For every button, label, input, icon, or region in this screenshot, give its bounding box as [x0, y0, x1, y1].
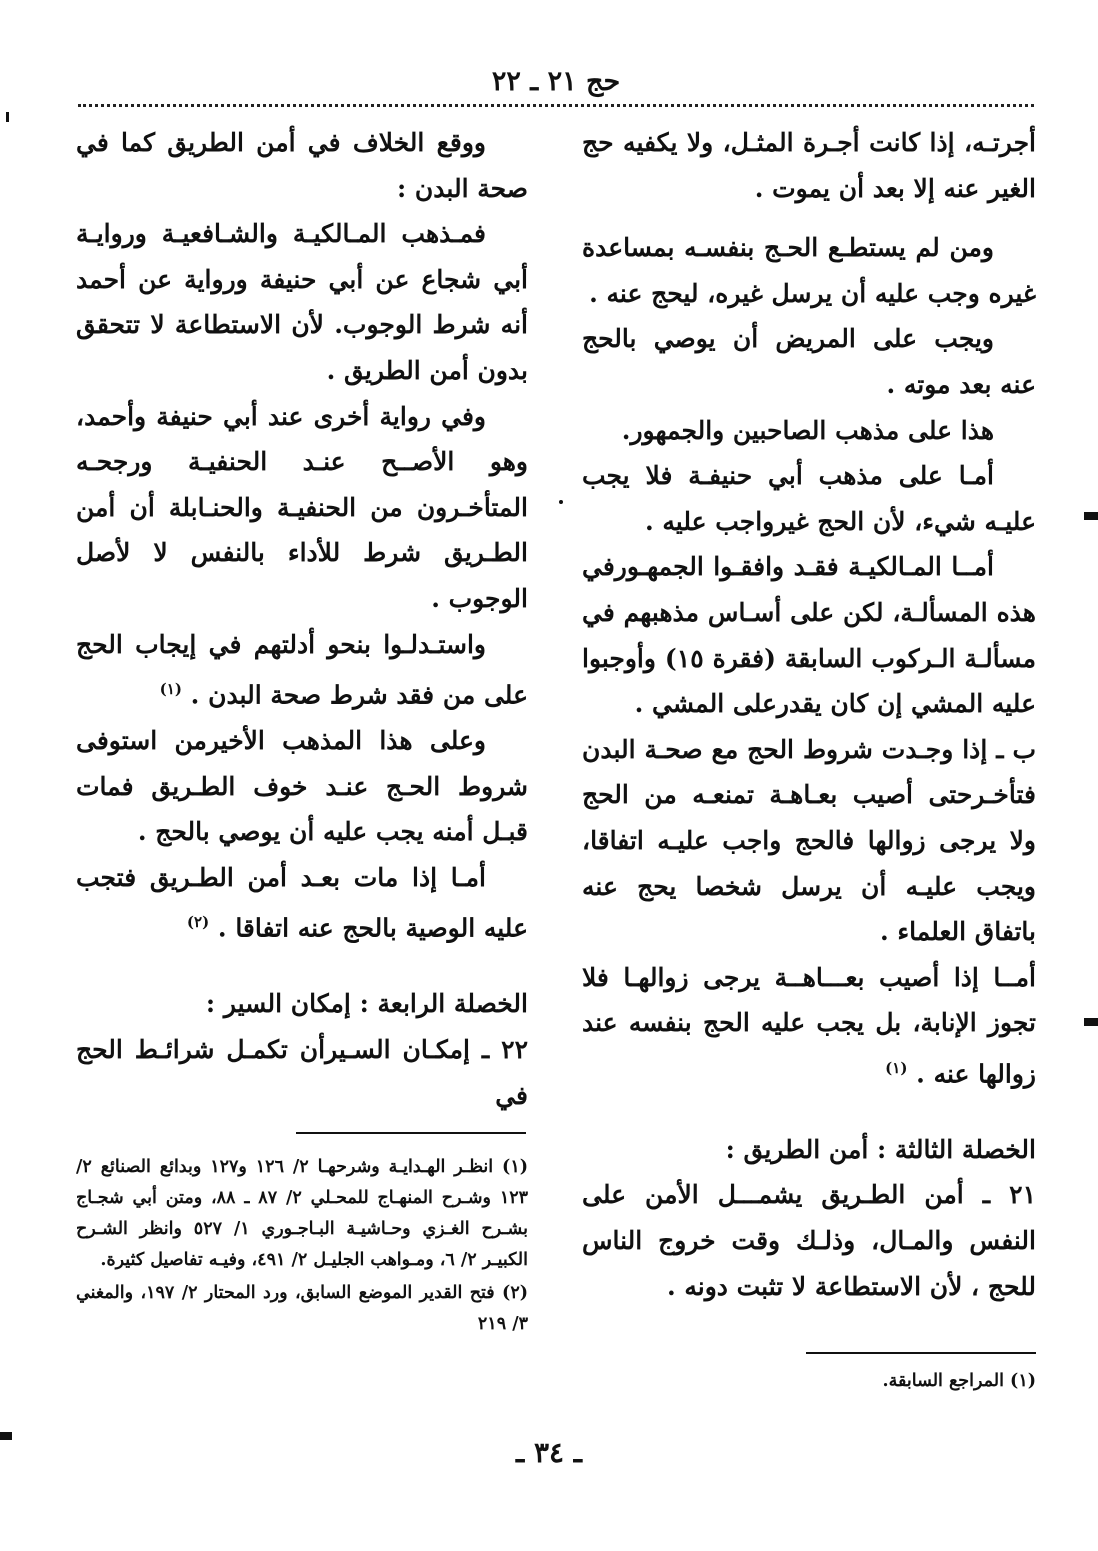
scan-mark [6, 112, 9, 122]
footnote: (١) المراجع السابقة. [882, 1371, 1036, 1391]
footnote-separator [806, 1352, 1036, 1354]
paragraph-with-ref [582, 955, 1036, 1097]
header-dotted-rule [78, 104, 1034, 107]
running-header: حج ٢١ ـ ٢٢ [491, 66, 621, 97]
footnotes-left [76, 1152, 528, 1342]
paragraph: وفي رواية أخرى عند أبي حنيفة وأحمد، وهو الأصــح عنـد الحنفيـة ورجحـه المتأخـرون من الحنفيـة والحنـابلة أن أمن الطـريق شرط للأداء بالنفس لا لأصل الوجوب . [76, 401, 528, 613]
footnote-separator [296, 1132, 526, 1134]
section-heading: الخصلة الثالثة : أمن الطريق : [725, 1134, 1036, 1164]
left-column [76, 120, 528, 1118]
scan-mark [1084, 512, 1098, 520]
footnotes-right [582, 1366, 1036, 1399]
paragraph: أمــا المـالكيـة فقـد وافقـوا الجمهـورفي هذه المسألـة، لكن على أسـاس مذهبهم في مسألـة الـركوب السابقة (فقرة ١٥) وأوجبوا عليه المشي إن كان يقدرعلى المشي . [582, 552, 1037, 719]
footnote-ref: (١) [159, 680, 182, 699]
scan-mark [0, 1432, 12, 1440]
paragraph-text: أمـا إذا مات بعـد أمن الطـريق فتجب عليه الوصية بالحج عنه اتفاقا . [76, 862, 528, 943]
paragraph: ووقع الخلاف في أمن الطريق كما في صحة البدن : [76, 128, 528, 203]
paragraph: هذا على مذهب الصاحبين والجمهور. [621, 415, 994, 445]
footnote: (١) انظـر الهـدايـة وشرحهـا ٢/ ١٢٦ و١٢٧ وبدائع الصنائع ٢/ ١٢٣ وشـرح المنهـاج للمحـلي ٢/ ٨٧ ـ ٨٨، ومتن أبي شجـاج بشـرح الغـزي وحـاشيـة البـاجـوري ١/ ٥٢٧ وانظر الشـرح الكبيـر ٢/ ٦، ومـواهب الجليـل ٢/ ٤٩١، وفيـه تفاصيل كثيرة. [76, 1157, 529, 1270]
paragraph-text: أمــا إذا أصيب بعـــاهــة يرجى زوالهـا فلا تجوز الإنابة، بل يجب عليه الحج بنفسه عند زوالها عنه . [582, 962, 1036, 1089]
scan-mark [1084, 1018, 1098, 1026]
section-heading: الخصلة الرابعة : إمكان السير : [205, 989, 528, 1019]
paragraph: أمـا على مذهب أبي حنيفـة فلا يجب عليـه شيء، لأن الحج غيرواجب عليه . [582, 461, 1036, 536]
paragraph: ويجب على المريض أن يوصي بالحج عنه بعد موته . [582, 324, 1036, 399]
paragraph: ومن لم يستطـع الحـج بنفسـه بمساعدة غيره وجب عليه أن يرسل غيره، ليحج عنه . [582, 233, 1036, 308]
scan-mark [559, 500, 563, 504]
paragraph: أجرتـه، إذا كانت أجـرة المثـل، ولا يكفيه حج الغير عنه إلا بعد أن يموت . [582, 128, 1036, 203]
paragraph: ب ـ إذا وجـدت شروط الحج مع صحـة البدن فتأخـرحتى أصيب بعـاهـة تمنعـه من الحج ولا يرجى زوالها فالحج واجب عليـه اتفاقا، ويجب عليـه أن يرسل شخصا يحج عنه باتفاق العلماء . [582, 734, 1036, 947]
paragraph-text: واستـدلـوا بنحو أدلتهم في إيجاب الحج على من فقد شرط صحة البدن . [76, 629, 528, 710]
right-column [582, 120, 1036, 1309]
paragraph: وعلى هذا المذهب الأخيرمن استوفى شروط الحـج عنـد خوف الطـريق فمات قبـل أمنه يجب عليه أن يوصي بالحج . [76, 726, 528, 847]
paragraph-with-ref [76, 622, 528, 719]
footnote: (٢) فتح القدير الموضع السابق، ورد المحتار ٢/ ١٩٧، والمغني ٣/ ٢١٩ [76, 1283, 529, 1334]
paragraph: فمـذهب المـالكيـة والشـافعيـة وروايـة أبي شجاع عن أبي حنيفة ورواية عن أحمد أنه شرط الوجوب. لأن الاستطاعة لا تتحقق بدون أمن الطريق . [76, 219, 528, 385]
footnote-ref: (٢) [186, 913, 210, 932]
paragraph: ٢١ ـ أمن الطـريق يشمـــل الأمن على النفس والمـال، وذلـك وقت خروج الناس للحج ، لأن الاستطاعة لا تثبت دونه . [582, 1180, 1036, 1301]
paragraph: ٢٢ ـ إمكـان السـيرأن تكمـل شرائـط الحج في [76, 1034, 528, 1110]
paragraph-with-ref [76, 855, 528, 952]
page-number: ـ ٣٤ ـ [516, 1436, 582, 1469]
footnote-ref: (١) [885, 1058, 908, 1077]
